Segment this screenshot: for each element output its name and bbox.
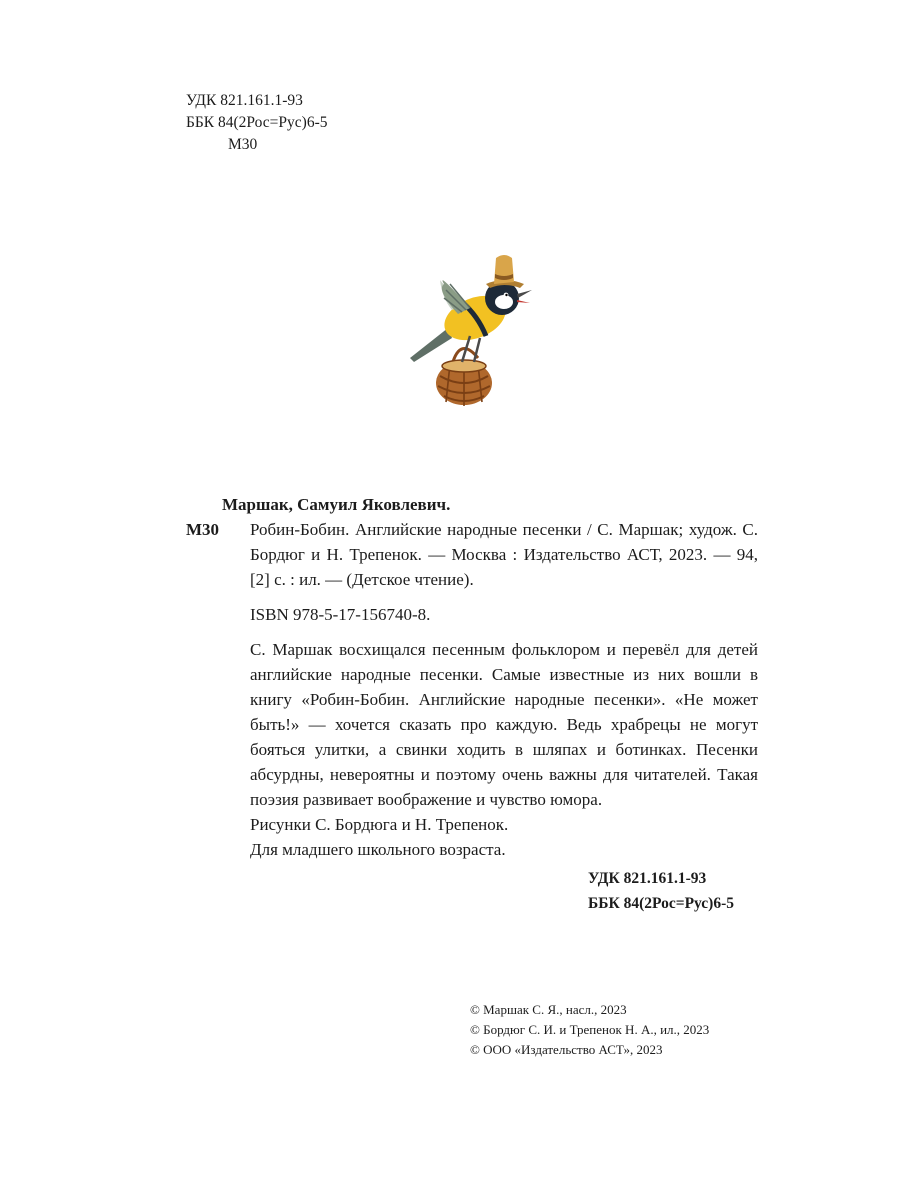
copyright-line: © Бордюг С. И. и Трепенок Н. А., ил., 2023 [470,1022,710,1037]
classification-udk: УДК 821.161.1-93 [588,870,707,887]
annotation-block [186,637,758,862]
classification-codes [186,866,758,916]
titmouse-with-hat-and-basket-icon [400,240,540,415]
copyright-line: © Маршак С. Я., насл., 2023 [470,1002,627,1017]
audience-note: Для младшего школьного возраста. [250,840,506,859]
catalog-entry [186,517,758,592]
header-author-mark: М30 [228,136,258,153]
catalog-description: Робин-Бобин. Английские народные песенки / С. Маршак; худож. С. Бордюг и Н. Трепенок. — Москва : Издательство АСТ, 2023. — 94, [2] с. : ил. — (Детское чтение). [250,520,758,589]
catalog-code: М30 [186,520,220,539]
catalog-author: Маршак, Самуил Яковлевич. [222,495,451,514]
catalog-isbn: ISBN 978-5-17-156740-8. [250,605,431,624]
header-udk: УДК 821.161.1-93 [186,92,303,109]
header-codes [186,90,328,156]
classification-bbk: ББК 84(2Рос=Рус)6-5 [588,895,735,912]
copyright-block [470,1000,709,1060]
catalog-record [186,492,758,916]
header-bbk: ББК 84(2Рос=Рус)6-5 [186,114,328,131]
annotation-text: С. Маршак восхищался песенным фольклором и перевёл для детей английские народные песенки. Самые известные из них вошли в книгу «Робин-Бобин. Английские народные песенки». «Не может быть!» — хочется сказать про каждую. Ведь храбрецы не могут бояться улитки, а свинки ходить в шляпах и ботинках. Песенки абсурдны, невероятны и поэтому очень важны для читателей. Такая поэзия развивает воображение и чувство юмора. [250,640,758,809]
illustrators-credit: Рисунки С. Бордюга и Н. Трепенок. [250,815,509,834]
copyright-line: © ООО «Издательство АСТ», 2023 [470,1042,663,1057]
